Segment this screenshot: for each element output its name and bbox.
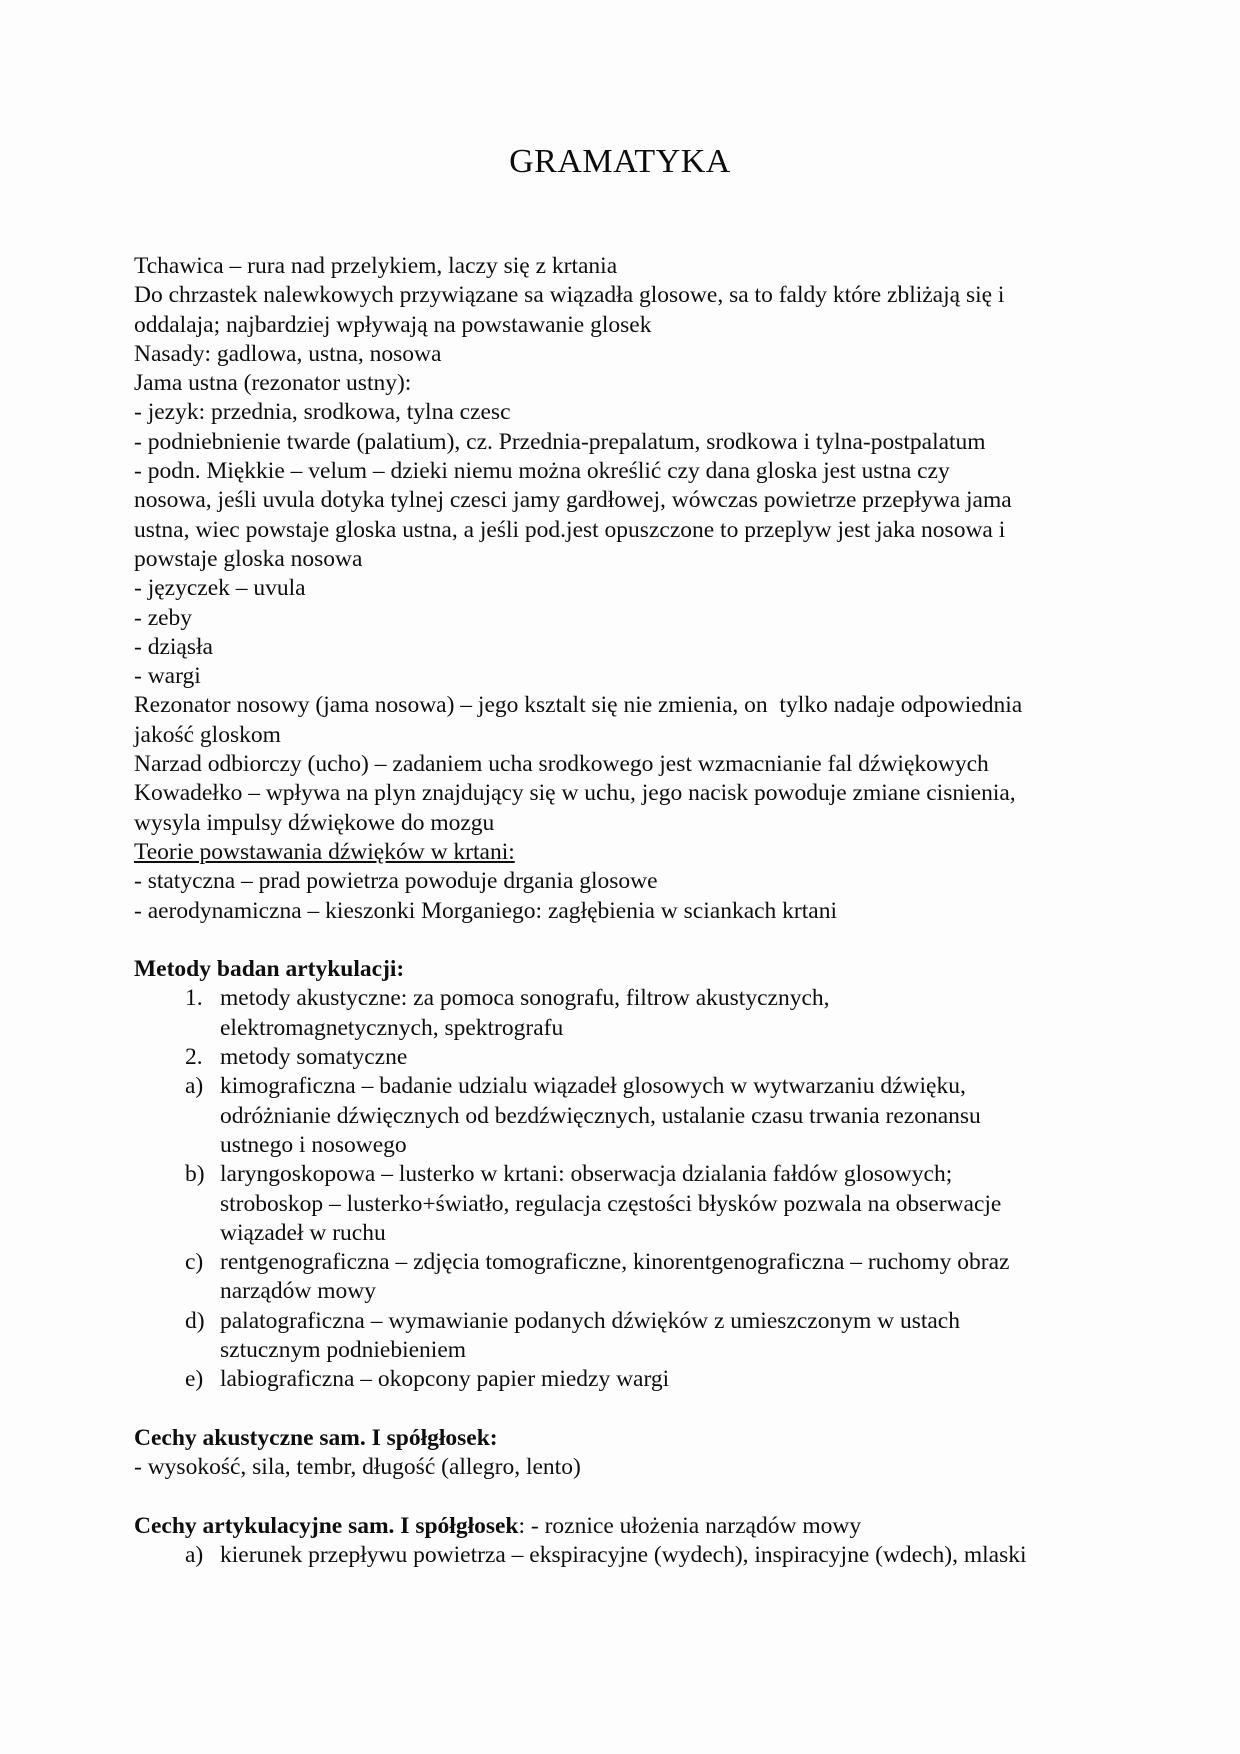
text-line: Do chrzastek nalewkowych przywiązane sa wiązadła glosowe, sa to faldy które zbliżają się i [134, 282, 1005, 309]
list-marker: b) [185, 1161, 205, 1188]
text-line: Narzad odbiorczy (ucho) – zadaniem ucha srodkowego jest wzmacnianie fal dźwiękowych [134, 751, 989, 778]
text-line: oddalaja; najbardziej wpływają na powstawanie glosek [134, 311, 652, 338]
paragraph [134, 750, 1240, 779]
list-item [134, 1160, 1240, 1248]
text-line: metody akustyczne: za pomoca sonografu, filtrow akustycznych, [220, 985, 830, 1012]
text-line: Jama ustna (rezonator ustny): [134, 370, 412, 397]
text-line: - zeby [134, 604, 193, 631]
text-line: metody somatyczne [220, 1044, 408, 1071]
paragraph [134, 691, 1240, 750]
underlined-heading [134, 838, 1240, 867]
text-line: - podn. Miękkie – velum – dzieki niemu można określić czy dana gloska jest ustna czy [134, 458, 950, 485]
paragraph [134, 398, 1240, 427]
text-line: - podniebnienie twarde (palatium), cz. Przednia-prepalatum, srodkowa i tylna-postpalatum [134, 428, 986, 455]
text-line: ustnego i nosowego [220, 1131, 407, 1158]
text-line: stroboskop – lusterko+światło, regulacja częstości błysków pozwala na obserwacje [220, 1190, 1002, 1217]
text-line: nosowa, jeśli uvula dotyka tylnej czesci jamy gardłowej, wówczas powietrze przepływa jama [134, 487, 1012, 514]
paragraph [134, 779, 1240, 838]
text-line: - dziąsła [134, 633, 213, 660]
list-item [134, 1541, 1240, 1570]
text-line: wiązadeł w ruchu [220, 1219, 386, 1246]
list-item [134, 1043, 1240, 1072]
list-marker: 2. [185, 1044, 203, 1071]
text-line: Rezonator nosowy (jama nosowa) – jego ksztalt się nie zmienia, on tylko nadaje odpowiednia [134, 692, 1023, 719]
list-marker: c) [185, 1249, 204, 1276]
text-line: Tchawica – rura nad przelykiem, laczy się z krtania [134, 253, 618, 279]
list-item [134, 1365, 1240, 1394]
text-line: jakość gloskom [134, 721, 281, 748]
text-line: Teorie powstawania dźwięków w krtani: [134, 838, 515, 865]
text-line: Metody badan artykulacji: [134, 956, 405, 983]
list-marker: a) [185, 1073, 204, 1100]
list-item [134, 1072, 1240, 1160]
text-line: ustna, wiec powstaje gloska ustna, a jeśli pod.jest opuszczone to przeplyw jest jaka nosowa i [134, 516, 1006, 543]
text-line [134, 1395, 1240, 1424]
list-marker: d) [185, 1307, 205, 1334]
text-line: - wargi [134, 663, 201, 690]
list-marker: 1. [185, 985, 203, 1012]
paragraph [134, 574, 1240, 603]
text-line: narządów mowy [220, 1278, 376, 1305]
heading-rest-text: : - roznice ułożenia narządów mowy [518, 1512, 862, 1539]
paragraph [134, 1395, 1240, 1424]
text-line: - statyczna – prad powietrza powoduje drgania glosowe [134, 868, 658, 895]
section-heading [134, 955, 1240, 984]
paragraph [134, 457, 1240, 574]
text-line: palatograficzna – wymawianie podanych dźwięków z umieszczonym w ustach [220, 1307, 960, 1334]
list-item [134, 984, 1240, 1043]
text-line: Kowadełko – wpływa na plyn znajdujący się w uchu, jego nacisk powoduje zmiane cisnienia, [134, 780, 1016, 807]
text-line [134, 1482, 1240, 1511]
text-line: Nasady: gadlowa, ustna, nosowa [134, 340, 442, 367]
paragraph [134, 897, 1240, 926]
document-body [134, 252, 1240, 1570]
text-line: sztucznym podniebieniem [220, 1336, 467, 1363]
text-line: powstaje gloska nosowa [134, 545, 363, 572]
list-item [134, 1248, 1240, 1307]
document-title: GRAMATYKA [509, 143, 731, 180]
list-marker: a) [185, 1542, 204, 1569]
paragraph [134, 252, 1240, 281]
section-heading [134, 1424, 1240, 1453]
text-line: - wysokość, sila, tembr, długość (allegro, lento) [134, 1454, 581, 1481]
list-item [134, 1307, 1240, 1366]
paragraph [134, 867, 1240, 896]
list-marker: e) [185, 1366, 204, 1393]
paragraph [134, 633, 1240, 662]
paragraph [134, 369, 1240, 398]
text-line: rentgenograficzna – zdjęcia tomograficzne, kinorentgenograficzna – ruchomy obraz [220, 1249, 1010, 1276]
paragraph [134, 281, 1240, 340]
text-line: - języczek – uvula [134, 575, 306, 602]
paragraph [134, 604, 1240, 633]
text-line: odróżnianie dźwięcznych od bezdźwięcznych, ustalanie czasu trwania rezonansu [220, 1102, 981, 1129]
paragraph [134, 1453, 1240, 1482]
heading-bold-text: Cechy artykulacyjne sam. I spółgłosek [134, 1512, 519, 1539]
paragraph [134, 428, 1240, 457]
text-line: kierunek przepływu powietrza – ekspiracyjne (wydech), inspiracyjne (wdech), mlaski [220, 1542, 1027, 1569]
text-line: - aerodynamiczna – kieszonki Morganiego: zagłębienia w sciankach krtani [134, 897, 837, 924]
text-line: wysyla impulsy dźwiękowe do mozgu [134, 809, 495, 836]
text-line: Cechy akustyczne sam. I spółgłosek: [134, 1424, 498, 1451]
text-line: labiograficzna – okopcony papier miedzy wargi [220, 1366, 670, 1393]
paragraph [134, 340, 1240, 369]
paragraph [134, 662, 1240, 691]
text-line: - jezyk: przednia, srodkowa, tylna czesc [134, 399, 511, 426]
text-line [134, 926, 1240, 955]
text-line: laryngoskopowa – lusterko w krtani: obserwacja dzialania fałdów glosowych; [220, 1161, 953, 1188]
text-line: kimograficzna – badanie udzialu wiązadeł glosowych w wytwarzaniu dźwięku, [220, 1073, 966, 1100]
paragraph [134, 926, 1240, 955]
text-line [134, 1512, 1240, 1541]
section-heading-inline [134, 1512, 1240, 1541]
text-line: elektromagnetycznych, spektrografu [220, 1014, 564, 1041]
paragraph [134, 1482, 1240, 1511]
